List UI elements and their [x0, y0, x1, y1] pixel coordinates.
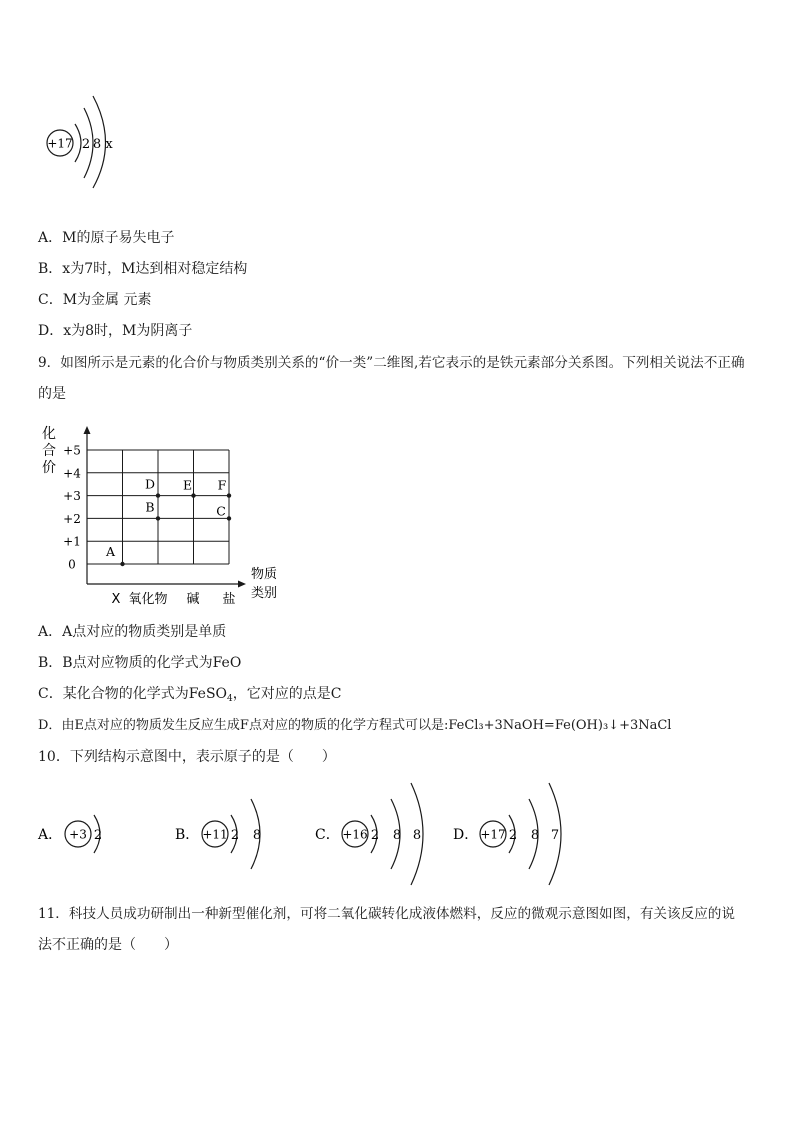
- q11-stem-line1: 11．科技人员成功研制出一种新型催化剂，可将二氧化碳转化成液体燃料，反应的微观示意图如图，有关该反应的说: [38, 906, 735, 922]
- y-axis-title-char: 合: [42, 443, 56, 459]
- option-label: A．: [38, 230, 63, 246]
- electron-count: 8: [392, 828, 402, 843]
- chart-point-label-D: D: [144, 476, 156, 492]
- electron-count: 2: [230, 828, 240, 843]
- q10-options: [30, 782, 590, 887]
- atom-m-shell-2: 8: [92, 137, 102, 152]
- option-text: M的原子易失电子: [62, 230, 175, 246]
- q8-option-a: [38, 228, 174, 248]
- y-tick-label: 0: [68, 557, 76, 572]
- q8-option-d: [38, 321, 192, 341]
- chart-xlabel: [251, 566, 277, 601]
- y-axis-title-char: 化: [42, 426, 56, 442]
- q10-option-a: [37, 815, 102, 853]
- y-axis-title-char: 价: [42, 460, 56, 476]
- chart-point-C: [227, 516, 231, 520]
- electron-count: 8: [252, 828, 262, 843]
- electron-count: 2: [370, 828, 380, 843]
- option-label: B．: [38, 655, 63, 671]
- q11-stem-line2: 法不正确的是（ ）: [38, 937, 178, 953]
- q10-option-c: [315, 783, 423, 885]
- electron-count: 8: [412, 828, 422, 843]
- q10-option-label: D．: [453, 827, 479, 843]
- x-tick-label: 碱: [186, 592, 200, 607]
- atom-m-nucleus: +17: [47, 136, 73, 151]
- q10-option-label: A．: [38, 827, 63, 843]
- q10-option-label: C．: [315, 827, 340, 843]
- chart-point-B: [156, 516, 160, 520]
- q10-stem: 10．下列结构示意图中，表示原子的是（ ）: [38, 749, 336, 765]
- y-axis-arrow: [84, 426, 91, 434]
- x-axis-title-line2: 类别: [250, 586, 278, 601]
- q9-option-c: [38, 684, 341, 709]
- chart-points: [105, 477, 231, 567]
- option-text-post: ，它对应的点是C: [232, 686, 342, 702]
- atom-m-shell-3: x: [105, 137, 113, 152]
- q9-option-a: [38, 622, 226, 642]
- y-tick-label: +2: [63, 511, 81, 526]
- chart-point-label-E: E: [182, 477, 193, 493]
- electron-count: 2: [508, 828, 518, 843]
- q10-option-b: [175, 799, 261, 869]
- electron-count: 8: [530, 828, 540, 843]
- x-axis-arrow: [238, 581, 246, 588]
- option-label: B．: [38, 261, 63, 277]
- atom-m-shell-1: 2: [81, 137, 91, 152]
- chart-ylabel: [42, 426, 56, 476]
- chart-point-D: [156, 493, 160, 497]
- chart-point-F: [227, 493, 231, 497]
- chart-point-label-F: F: [217, 477, 227, 493]
- x-tick-label: X: [111, 592, 121, 607]
- nucleus-charge: +16: [342, 827, 368, 842]
- y-tick-label: +3: [63, 489, 81, 504]
- chart-ticks: [63, 444, 235, 608]
- q9-stem-line1: 9．如图所示是元素的化合价与物质类别关系的“价一类”二维图,若它表示的是铁元素部分关系图。下列相关说法不正确: [38, 355, 745, 371]
- valence-chart-svg: [30, 418, 290, 613]
- option-text: x为8时，M为阴离子: [63, 323, 193, 339]
- q9-option-b: [38, 653, 241, 673]
- option-text: 由E点对应的物质发生反应生成F点对应的物质的化学方程式可以是:FeCl₃+3NaOH=Fe(OH)₃↓+3NaCl: [61, 718, 672, 733]
- q8-option-b: [38, 259, 247, 279]
- option-label: C．: [38, 686, 63, 702]
- chart-point-label-B: B: [145, 499, 155, 515]
- option-text: M为金属 元素: [62, 292, 152, 308]
- x-tick-label: 盐: [222, 592, 236, 607]
- chart-point-label-A: A: [105, 544, 116, 559]
- nucleus-charge: +17: [480, 827, 506, 842]
- q10-option-label: B．: [175, 827, 200, 843]
- q9-stem-line2: 的是: [38, 386, 66, 402]
- electron-count: 2: [93, 828, 103, 843]
- atom-m-diagram: [40, 92, 130, 192]
- option-text: x为7时，M达到相对稳定结构: [62, 261, 248, 277]
- electron-count: 7: [550, 828, 560, 843]
- option-subscript: 4: [227, 694, 233, 704]
- nucleus-charge: +11: [202, 827, 228, 842]
- chart-point-label-C: C: [216, 503, 226, 519]
- y-tick-label: +1: [63, 534, 81, 549]
- option-text-pre: 某化合物的化学式为FeSO: [62, 686, 228, 702]
- q10-option-d: [453, 783, 561, 885]
- valence-chart: [30, 418, 290, 613]
- x-tick-label: 氧化物: [128, 592, 168, 607]
- y-tick-label: +4: [63, 466, 81, 481]
- q8-option-c: [38, 290, 152, 310]
- option-label: D．: [38, 323, 64, 339]
- q10-structure-diagrams: [30, 782, 590, 887]
- option-label: C．: [38, 292, 63, 308]
- y-tick-label: +5: [63, 443, 81, 458]
- chart-point-E: [191, 493, 195, 497]
- option-text: A点对应的物质类别是单质: [62, 624, 227, 640]
- atom-m-shell-arc-1: [75, 124, 81, 162]
- q9-option-d: [38, 716, 671, 736]
- option-label: D．: [38, 718, 62, 733]
- x-axis-title-line1: 物质: [250, 567, 278, 582]
- option-label: A．: [38, 624, 63, 640]
- chart-point-A: [120, 562, 124, 566]
- nucleus-charge: +3: [69, 827, 87, 842]
- option-text: B点对应物质的化学式为FeO: [62, 655, 242, 671]
